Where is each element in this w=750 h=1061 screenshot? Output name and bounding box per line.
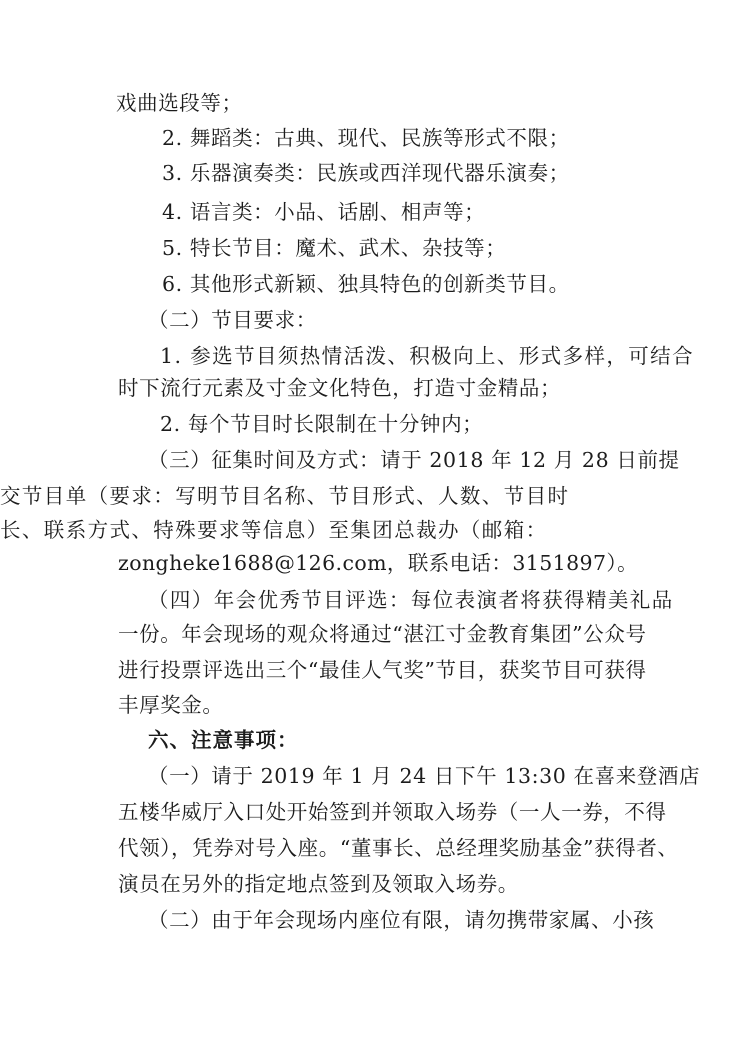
list-item-dance: 2. 舞蹈类：古典、现代、民族等形式不限； — [162, 126, 570, 150]
contact-line: zongheke1688@126.com，联系电话：3151897）。 — [118, 551, 638, 575]
paragraph-line: 1. 参选节目须热情活泼、积极向上、形式多样，可结合 — [160, 344, 694, 368]
paragraph-line: 长、联系方式、特殊要求等信息）至集团总裁办（邮箱： — [0, 518, 548, 542]
list-item-specialty: 5. 特长节目：魔术、武术、杂技等； — [162, 236, 507, 260]
paragraph-line: 代领），凭券对号入座。“董事长、总经理奖励基金”获得者、 — [118, 836, 679, 860]
paragraph-line: 丰厚奖金。 — [118, 693, 224, 717]
section-heading-notes: 六、注意事项： — [148, 728, 299, 752]
paragraph-line: （二）由于年会现场内座位有限，请勿携带家属、小孩 — [148, 908, 655, 932]
paragraph-line: 五楼华威厅入口处开始签到并领取入场券（一人一券，不得 — [118, 800, 667, 824]
paragraph-line: 交节目单（要求：写明节目名称、节目形式、人数、节目时 — [0, 484, 570, 508]
list-item-instrument: 3. 乐器演奏类：民族或西洋现代器乐演奏； — [162, 161, 570, 185]
paragraph-line: 一份。年会现场的观众将通过“湛江寸金教育集团”公众号 — [118, 622, 647, 646]
paragraph-line: 演员在另外的指定地点签到及领取入场券。 — [118, 872, 519, 896]
paragraph-line: 时下流行元素及寸金文化特色，打造寸金精品； — [118, 376, 562, 400]
paragraph-line: 进行投票评选出三个“最佳人气奖”节目，获奖节目可获得 — [118, 658, 647, 682]
section-heading-selection: （四）年会优秀节目评选：每位表演者将获得精美礼品 — [148, 588, 674, 612]
list-item-other: 6. 其他形式新颖、独具特色的创新类节目。 — [162, 272, 570, 296]
text-line: 戏曲选段等； — [116, 91, 243, 115]
paragraph-line: （一）请于 2019 年 1 月 24 日下午 13:30 在喜来登酒店 — [148, 764, 701, 788]
list-item-language: 4. 语言类：小品、话剧、相声等； — [162, 200, 486, 224]
paragraph-line: 2. 每个节目时长限制在十分钟内； — [160, 412, 484, 436]
section-heading-collection: （三）征集时间及方式：请于 2018 年 12 月 28 日前提 — [148, 448, 680, 472]
section-heading-requirements: （二）节目要求： — [148, 308, 317, 332]
